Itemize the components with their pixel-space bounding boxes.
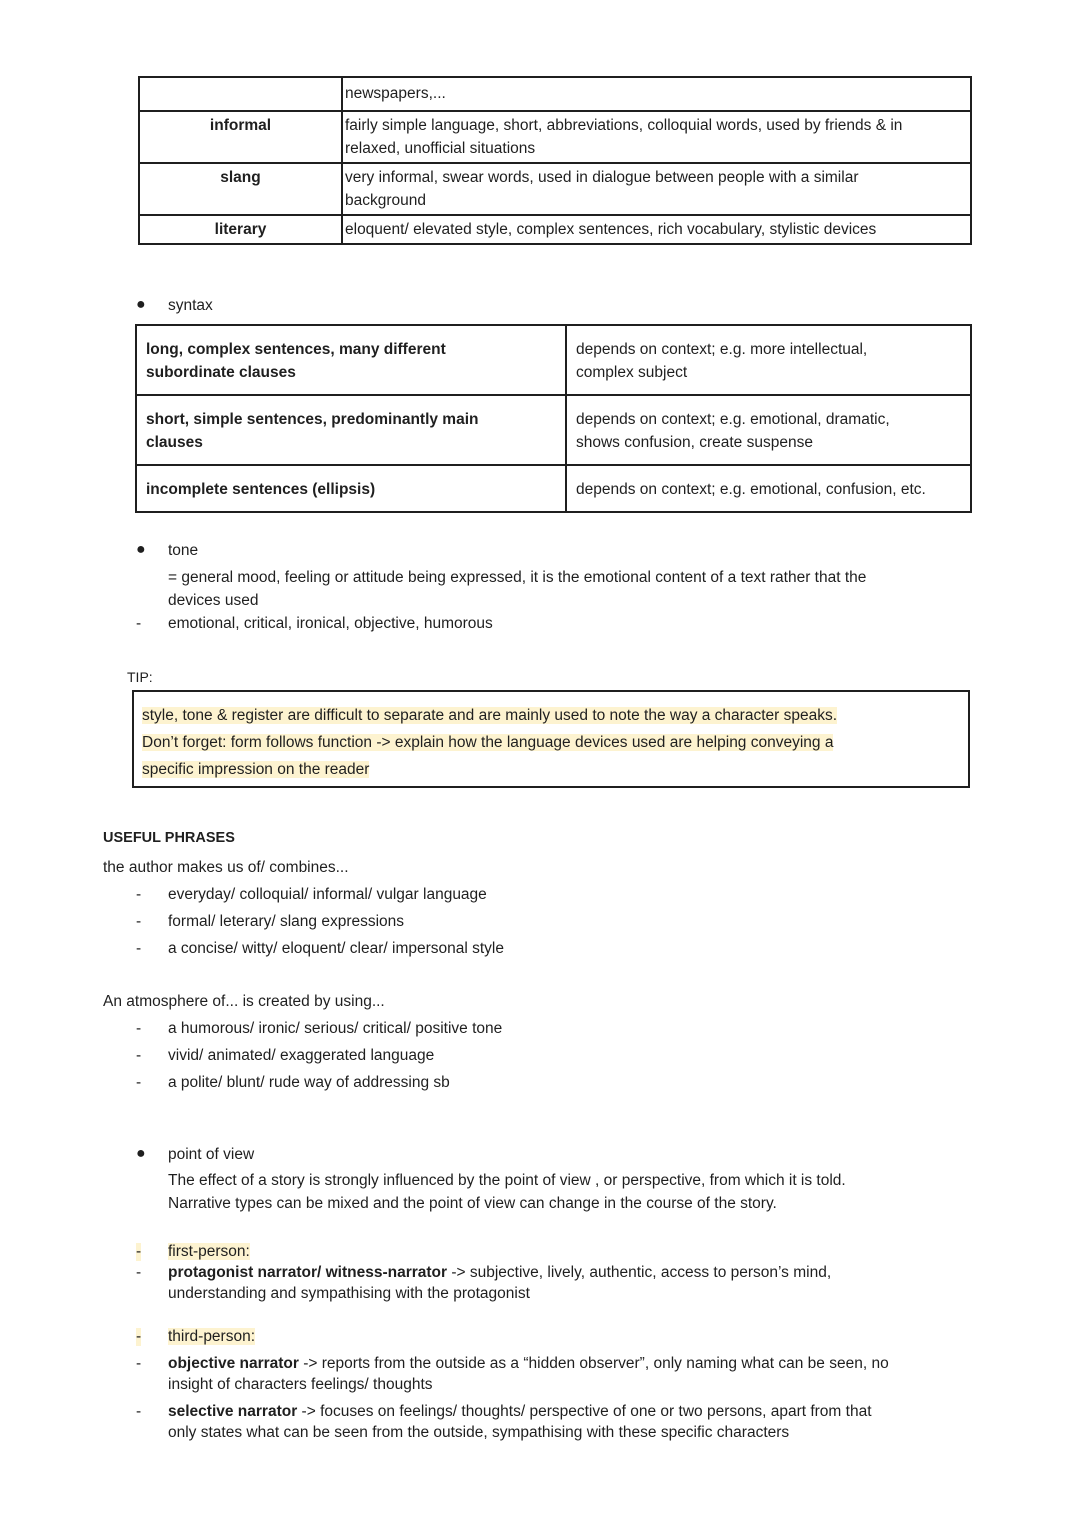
narrator-desc: -> subjective, lively, authentic, access to person’s mind, — [447, 1264, 832, 1281]
objective-desc — [168, 1355, 889, 1373]
phrase-item: a concise/ witty/ eloquent/ clear/ impersonal style — [168, 940, 504, 957]
register-term: slang — [139, 163, 342, 215]
register-table — [138, 76, 972, 245]
tone-definition: = general mood, feeling or attitude being expressed, it is the emotional content of a text rather that the — [168, 569, 867, 586]
syntax-effect — [566, 325, 971, 395]
syntax-type-line: clauses — [146, 434, 203, 451]
register-desc-line: fairly simple language, short, abbreviations, colloquial words, used by friends & in — [345, 117, 903, 134]
phrase-item: everyday/ colloquial/ informal/ vulgar language — [168, 886, 487, 903]
bullet-icon: ● — [136, 541, 146, 558]
syntax-type-line: subordinate clauses — [146, 364, 296, 381]
register-desc-line: newspapers,... — [345, 85, 446, 102]
tip-line: specific impression on the reader — [142, 761, 370, 778]
register-desc — [342, 215, 971, 244]
phrase-item: formal/ leterary/ slang expressions — [168, 913, 405, 930]
register-desc-line: relaxed, unofficial situations — [345, 140, 536, 157]
tip-line: Don’t forget: form follows function -> explain how the language devices used are helping conveying a — [142, 734, 834, 751]
dash-icon: - — [136, 1355, 142, 1372]
syntax-effect-line: depends on context; e.g. emotional, dramatic, — [576, 411, 890, 428]
dash-icon: - — [136, 615, 142, 632]
table-row — [139, 77, 971, 111]
first-person-desc — [168, 1264, 831, 1282]
syntax-type-line: incomplete sentences (ellipsis) — [146, 481, 376, 498]
narrator-desc: -> reports from the outside as a “hidden observer”, only naming what can be seen, no — [298, 1355, 889, 1372]
dash-icon: - — [136, 1047, 142, 1064]
pov-heading: point of view — [168, 1146, 255, 1163]
phrases-intro: An atmosphere of... is created by using... — [103, 993, 385, 1010]
bullet-icon: ● — [136, 1145, 146, 1162]
tip-box — [132, 690, 970, 788]
phrase-item: a humorous/ ironic/ serious/ critical/ positive tone — [168, 1020, 503, 1037]
third-person-label — [168, 1328, 255, 1346]
narrator-desc: -> focuses on feelings/ thoughts/ perspective of one or two persons, apart from that — [297, 1403, 872, 1420]
syntax-type — [136, 325, 566, 395]
tip-label: TIP: — [127, 669, 153, 685]
dash-icon: - — [136, 913, 142, 930]
phrase-item: a polite/ blunt/ rude way of addressing sb — [168, 1074, 450, 1091]
tone-examples: emotional, critical, ironical, objective, humorous — [168, 615, 493, 632]
table-row — [136, 395, 971, 465]
register-desc-line: eloquent/ elevated style, complex sentences, rich vocabulary, stylistic devices — [345, 221, 877, 238]
tone-heading: tone — [168, 542, 199, 559]
register-desc — [342, 163, 971, 215]
first-person-label — [168, 1243, 250, 1261]
third-person-label-text: third-person: — [168, 1328, 256, 1345]
dash-icon: - — [136, 940, 142, 957]
selective-desc-cont: only states what can be seen from the outside, sympathising with these specific characters — [168, 1424, 790, 1441]
narrator-type: selective narrator — [168, 1403, 298, 1420]
phrases-intro: the author makes us of/ combines... — [103, 859, 349, 876]
objective-desc-cont: insight of characters feelings/ thoughts — [168, 1376, 433, 1393]
useful-phrases-heading: USEFUL PHRASES — [103, 830, 235, 846]
syntax-effect — [566, 465, 971, 512]
register-term: informal — [139, 111, 342, 163]
dash-icon: - — [136, 1328, 142, 1345]
narrator-type: objective narrator — [168, 1355, 299, 1372]
table-row — [136, 465, 971, 512]
syntax-effect — [566, 395, 971, 465]
dash-icon: - — [136, 886, 142, 903]
syntax-effect-line: shows confusion, create suspense — [576, 434, 813, 451]
register-term — [139, 77, 342, 111]
register-desc — [342, 77, 971, 111]
dash-icon: - — [136, 1264, 142, 1281]
dash-icon: - — [136, 1243, 142, 1260]
narrator-type: protagonist narrator/ witness-narrator — [168, 1264, 448, 1281]
register-desc-line: very informal, swear words, used in dialogue between people with a similar — [345, 169, 859, 186]
selective-desc — [168, 1403, 872, 1421]
syntax-type — [136, 395, 566, 465]
table-row — [139, 111, 971, 163]
syntax-type — [136, 465, 566, 512]
register-desc — [342, 111, 971, 163]
phrase-item: vivid/ animated/ exaggerated language — [168, 1047, 435, 1064]
first-person-desc-cont: understanding and sympathising with the protagonist — [168, 1285, 530, 1302]
table-row — [139, 163, 971, 215]
register-term: literary — [139, 215, 342, 244]
syntax-effect-line: complex subject — [576, 364, 688, 381]
syntax-type-line: short, simple sentences, predominantly main — [146, 411, 479, 428]
first-person-label-text: first-person: — [168, 1243, 250, 1260]
syntax-effect-line: depends on context; e.g. more intellectual, — [576, 341, 868, 358]
dash-icon: - — [136, 1074, 142, 1091]
register-desc-line: background — [345, 192, 427, 209]
tone-definition: devices used — [168, 592, 259, 609]
syntax-heading: syntax — [168, 297, 213, 314]
bullet-icon: ● — [136, 296, 146, 313]
pov-desc: Narrative types can be mixed and the point of view can change in the course of the story. — [168, 1195, 777, 1212]
pov-desc: The effect of a story is strongly influenced by the point of view , or perspective, from which it is told. — [168, 1172, 846, 1189]
syntax-effect-line: depends on context; e.g. emotional, confusion, etc. — [576, 481, 926, 498]
syntax-type-line: long, complex sentences, many different — [146, 341, 446, 358]
syntax-table — [135, 324, 972, 513]
dash-icon: - — [136, 1020, 142, 1037]
tip-line: style, tone & register are difficult to separate and are mainly used to note the way a character speaks. — [142, 707, 838, 724]
dash-icon: - — [136, 1403, 142, 1420]
table-row — [139, 215, 971, 244]
table-row — [136, 325, 971, 395]
